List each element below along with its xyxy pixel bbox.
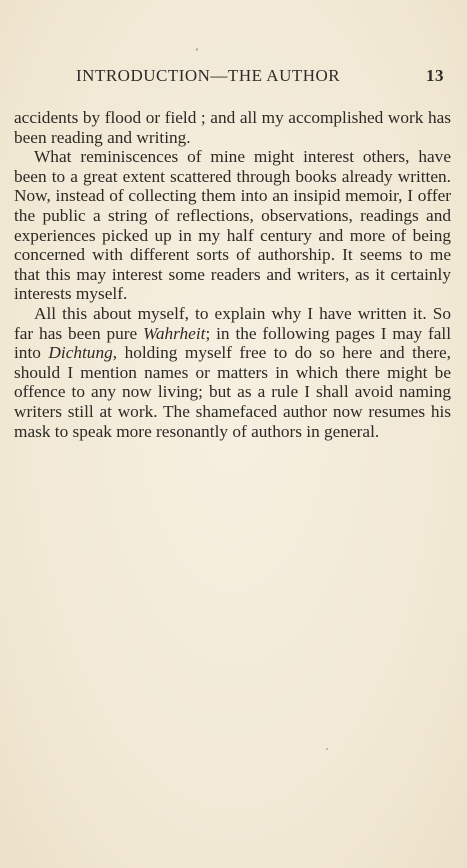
paper-speck	[326, 748, 328, 750]
running-head: INTRODUCTION—THE AUTHOR	[76, 66, 341, 85]
paragraph-about-myself	[14, 304, 451, 441]
page-number: 13	[426, 66, 444, 85]
body-text	[14, 108, 451, 441]
paragraph-text-part: , holding myself free to do so here and there, should I mention names or matters in which there might be offence to any now living; but as a rule I shall avoid naming writers still at work. The shamefaced author now resumes his mask to speak more resonantly of authors in general.	[14, 343, 451, 441]
paragraph-text-part: ; in the following pages I may fall into	[14, 323, 451, 363]
paragraph-reminiscences: What reminiscences of mine might interest others, have been to a great extent scattered through books already written. Now, instead of collecting them into an insipid memoir, I offer the public a string of reflections, observations, readings and experiences picked up in my half century and more of being concerned with different sorts of authorship. It seems to me that this may interest some readers and writers, as it certainly interests myself.	[14, 147, 451, 304]
italic-term-wahrheit: Wahrheit	[143, 323, 206, 343]
paper-speck	[196, 48, 198, 51]
italic-term-dichtung: Dichtung	[48, 343, 113, 363]
paragraph-continuation: accidents by flood or field ; and all my accomplished work has been reading and writing.	[14, 108, 451, 147]
page-header	[0, 66, 467, 88]
paragraph-text-part: All this about myself, to explain why I have written it. So far has been pure	[14, 303, 451, 343]
